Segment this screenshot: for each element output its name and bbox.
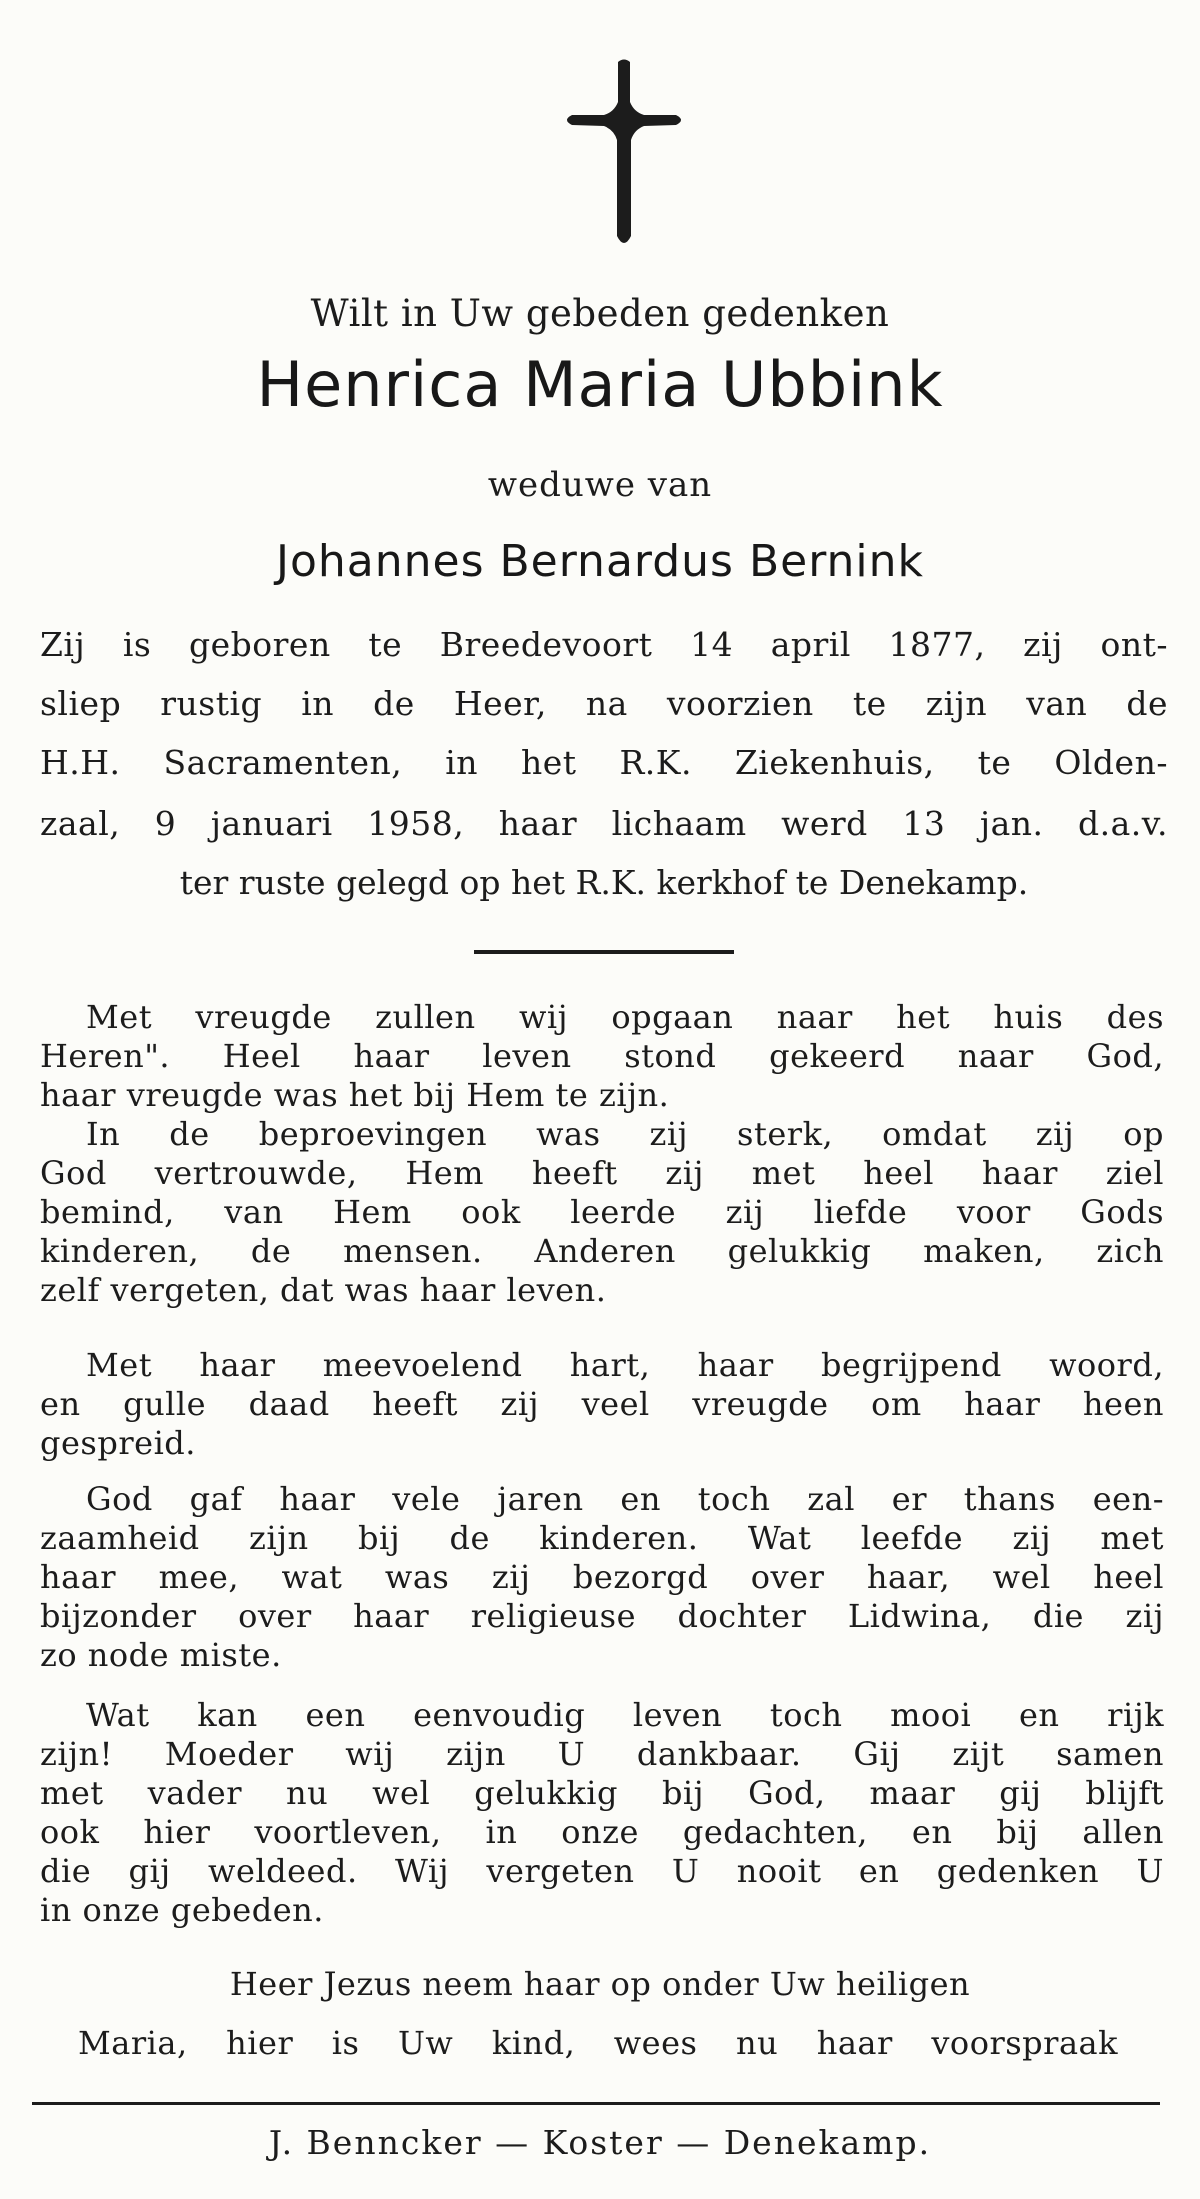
invite-line: Wilt in Uw gebeden gedenken: [310, 292, 890, 335]
bio-line: Zij is geboren te Breedevoort 14 april 1877, zij ont-: [40, 625, 1168, 664]
prayer-line: Heer Jezus neem haar op onder Uw heiligen: [229, 1965, 971, 2003]
meditation-line: zelf vergeten, dat was haar leven.: [40, 1271, 607, 1309]
meditation-line: bijzonder over haar religieuse dochter Lidwina, die zij: [40, 1597, 1164, 1635]
divider-long: [32, 2102, 1160, 2105]
meditation-line: zijn! Moeder wij zijn U dankbaar. Gij zijt samen: [40, 1735, 1164, 1773]
meditation-line: Met haar meevoelend hart, haar begrijpend woord,: [86, 1346, 1164, 1384]
meditation-line: God gaf haar vele jaren en toch zal er thans een-: [86, 1480, 1164, 1518]
meditation-line: zo node miste.: [40, 1636, 282, 1674]
meditation-line: haar mee, wat was zij bezorgd over haar, wel heel: [40, 1558, 1164, 1596]
husband-name: Johannes Bernardus Bernink: [275, 536, 924, 587]
meditation-line: met vader nu wel gelukkig bij God, maar gij blijft: [40, 1774, 1164, 1812]
meditation-line: kinderen, de mensen. Anderen gelukkig maken, zich: [40, 1232, 1164, 1270]
meditation-line: en gulle daad heeft zij veel vreugde om haar heen: [40, 1385, 1164, 1423]
cross-icon: [560, 58, 688, 250]
meditation-line: Met vreugde zullen wij opgaan naar het huis des: [86, 998, 1164, 1036]
bio-line: H.H. Sacramenten, in het R.K. Ziekenhuis, te Olden-: [40, 743, 1168, 782]
meditation-line: zaamheid zijn bij de kinderen. Wat leefde zij met: [40, 1519, 1164, 1557]
printer-line: J. Benncker — Koster — Denekamp.: [268, 2123, 932, 2162]
deceased-name: Henrica Maria Ubbink: [256, 348, 944, 421]
meditation-line: gespreid.: [40, 1424, 196, 1462]
meditation-line: bemind, van Hem ook leerde zij liefde voor Gods: [40, 1193, 1164, 1231]
meditation-line: in onze gebeden.: [40, 1891, 324, 1929]
meditation-line: haar vreugde was het bij Hem te zijn.: [40, 1076, 670, 1114]
bio-line: sliep rustig in de Heer, na voorzien te zijn van de: [40, 684, 1168, 723]
bio-line: zaal, 9 januari 1958, haar lichaam werd 13 jan. d.a.v.: [40, 804, 1168, 843]
meditation-line: ook hier voortleven, in onze gedachten, en bij allen: [40, 1813, 1164, 1851]
divider-short: [474, 950, 734, 954]
meditation-line: Heren". Heel haar leven stond gekeerd naar God,: [40, 1037, 1164, 1075]
meditation-line: die gij weldeed. Wij vergeten U nooit en gedenken U: [40, 1852, 1164, 1890]
meditation-line: Wat kan een eenvoudig leven toch mooi en rijk: [86, 1696, 1164, 1734]
widow-of-line: weduwe van: [487, 465, 713, 505]
meditation-line: God vertrouwde, Hem heeft zij met heel haar ziel: [40, 1154, 1164, 1192]
prayer-line: Maria, hier is Uw kind, wees nu haar voorspraak: [78, 2024, 1118, 2062]
meditation-line: In de beproevingen was zij sterk, omdat zij op: [86, 1115, 1164, 1153]
bio-line: ter ruste gelegd op het R.K. kerkhof te Denekamp.: [179, 863, 1029, 902]
